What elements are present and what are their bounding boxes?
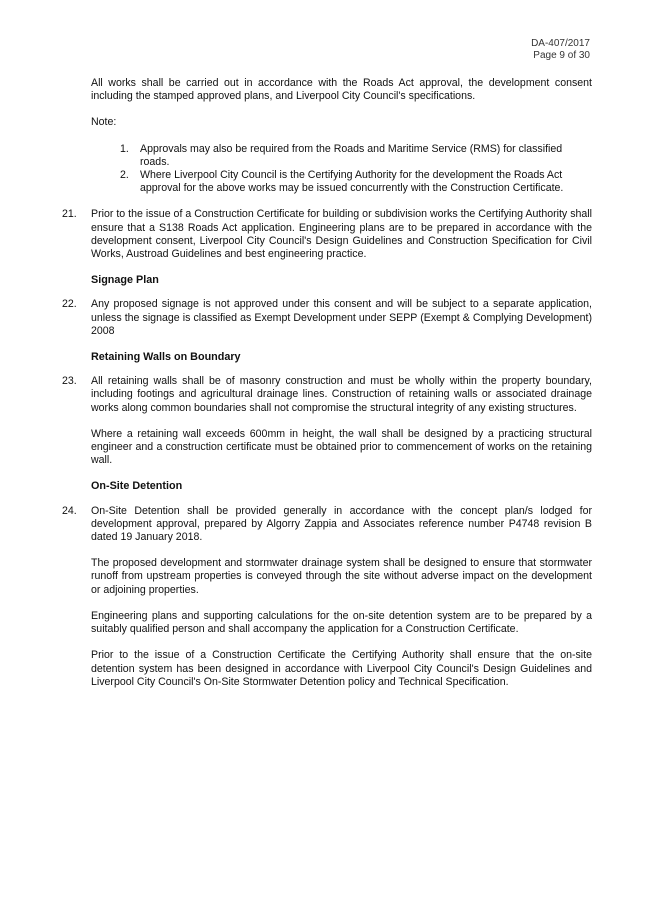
condition-number: 23. xyxy=(62,375,77,388)
condition-number: 21. xyxy=(62,208,77,221)
condition-22 xyxy=(62,298,592,338)
note-number: 2. xyxy=(120,169,129,182)
condition-text: All retaining walls shall be of masonry construction and must be wholly within the property boundary, including footings and agricultural drainage lines. Construction of retaining walls or associated drainage works along common boundaries shall not compromise the structural integrity of any existing structures. xyxy=(91,375,592,414)
note-item xyxy=(120,169,592,195)
note-label: Note: xyxy=(91,116,117,129)
document-body xyxy=(62,77,592,689)
condition-number: 24. xyxy=(62,504,77,517)
condition-23 xyxy=(62,375,592,467)
page-number: Page 9 of 30 xyxy=(533,50,590,61)
condition-text: Prior to the issue of a Construction Certificate the Certifying Authority shall ensure that the on-site detention system has been designed in accordance with Liverpool City Council's Design Guidelines and Liverpool City Council's On-Site Stormwater Detention policy and Technical Specification. xyxy=(91,649,592,688)
condition-text: Any proposed signage is not approved under this consent and will be subject to a separate application, unless the signage is classified as Exempt Development under SEPP (Exempt & Complying Development) 2008 xyxy=(91,298,592,337)
note-item xyxy=(120,143,592,169)
note-text: Approvals may also be required from the Roads and Maritime Service (RMS) for classified roads. xyxy=(140,142,563,168)
section-heading-on-site-detention: On-Site Detention xyxy=(91,480,183,493)
section-heading-signage: Signage Plan xyxy=(91,274,159,287)
note-text: Where Liverpool City Council is the Certifying Authority for the development the Roads Act approval for the above works may be issued concurrently with the Construction Certificate. xyxy=(140,169,564,195)
condition-text: On-Site Detention shall be provided generally in accordance with the concept plan/s lodged for development approval, prepared by Algorry Zappia and Associates reference number P4748 revision B dated 19 January 2018. xyxy=(91,504,592,544)
condition-24 xyxy=(62,505,592,689)
condition-text: The proposed development and stormwater drainage system shall be designed to ensure that stormwater runoff from upstream properties is conveyed through the site without adverse impact on the development or adjoining properties. xyxy=(91,557,592,596)
page-header xyxy=(531,38,590,62)
note-number: 1. xyxy=(120,142,129,155)
note-list xyxy=(120,143,592,196)
condition-text: Engineering plans and supporting calculations for the on-site detention system are to be prepared by a suitably qualified person and shall accompany the application for a Construction Certificate. xyxy=(91,609,592,636)
doc-reference: DA-407/2017 xyxy=(531,38,590,49)
condition-text: Prior to the issue of a Construction Certificate for building or subdivision works the Certifying Authority shall ensure that a S138 Roads Act application. Engineering plans are to be prepared in accordance with the development consent, Liverpool City Council's Design Guidelines and Construction Specification for Civil Works, Austroad Guidelines and best engineering practice. xyxy=(91,208,592,261)
section-heading-retaining-walls: Retaining Walls on Boundary xyxy=(91,351,241,364)
condition-21 xyxy=(62,208,592,261)
condition-text: Where a retaining wall exceeds 600mm in height, the wall shall be designed by a practicing structural engineer and a construction certificate must be obtained prior to commencement of works on the retaining wall. xyxy=(91,427,592,467)
intro-paragraph: All works shall be carried out in accordance with the Roads Act approval, the development consent including the stamped approved plans, and Liverpool City Council's specifications. xyxy=(91,77,592,103)
condition-number: 22. xyxy=(62,298,77,311)
